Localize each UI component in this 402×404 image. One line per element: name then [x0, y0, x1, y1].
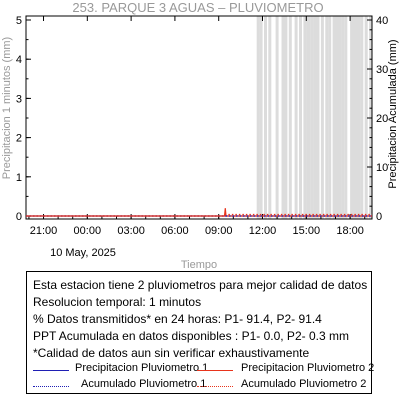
- y-right-tick-label: 30: [376, 64, 389, 76]
- y-axis-right-label: Precipitacion Acumulada (mm): [387, 39, 399, 189]
- missing-data-band: [353, 16, 356, 219]
- x-tick-label: 12:00: [248, 225, 277, 237]
- y-right-tick-label: 0: [376, 211, 383, 223]
- missing-data-band: [264, 16, 267, 219]
- y-axis-left-label: Precipitacion 1 minutos (mm): [1, 36, 13, 180]
- info-line-5: *Calidad de datos aun sin verificar exhaustivamente: [33, 346, 310, 360]
- legend-a1: Acumulado Pluviometro 1: [81, 378, 207, 390]
- x-tick-label: 00:00: [73, 225, 102, 237]
- legend-p1: Precipitacion Pluviometro 1: [75, 362, 209, 374]
- missing-data-band: [338, 16, 341, 219]
- legend-p2: Precipitacion Pluviometro 2: [241, 362, 375, 374]
- series-layer: [26, 208, 372, 216]
- missing-data-band: [350, 16, 353, 219]
- y-right-tick-label: 40: [376, 15, 389, 27]
- missing-data-bands: [257, 16, 372, 219]
- legend-swatch-a1: [33, 386, 69, 387]
- y-right-tick-label: 10: [376, 162, 389, 174]
- y-right-tick-label: 20: [376, 113, 389, 125]
- date-label: 10 May, 2025: [50, 247, 116, 259]
- info-line-4: PPT Acumulada en datos disponibles : P1- 0.0, P2- 0.3 mm: [33, 329, 349, 343]
- missing-data-band: [317, 16, 320, 219]
- y-left-tick-label: 2: [15, 132, 22, 145]
- missing-data-band: [321, 16, 324, 219]
- missing-data-band: [308, 16, 311, 219]
- missing-data-band: [257, 16, 260, 219]
- missing-data-band: [333, 16, 336, 219]
- missing-data-band: [268, 16, 271, 219]
- missing-data-band: [282, 16, 285, 219]
- x-tick-label: 15:00: [292, 225, 321, 237]
- x-tick-label: 18:00: [336, 225, 364, 237]
- x-tick-label: 06:00: [161, 225, 189, 237]
- missing-data-band: [303, 16, 306, 219]
- missing-data-band: [299, 16, 302, 219]
- missing-data-band: [311, 16, 314, 219]
- missing-data-band: [276, 16, 279, 219]
- missing-data-band: [325, 16, 328, 219]
- missing-data-band: [357, 16, 360, 219]
- axes: [16, 15, 388, 237]
- info-line-1: Esta estacion tiene 2 pluviometros para mejor calidad de datos: [33, 278, 368, 292]
- x-axis-label: Tiempo: [180, 259, 218, 270]
- legend-swatch-p1: [33, 370, 69, 371]
- y-left-tick-label: 3: [15, 93, 22, 106]
- info-box: [26, 271, 375, 394]
- y-left-tick-label: 1: [15, 171, 22, 184]
- info-line-2: Resolucion temporal: 1 minutos: [33, 295, 202, 309]
- legend-swatch-a2: [197, 386, 233, 387]
- missing-data-band: [360, 16, 363, 219]
- x-tick-label: 21:00: [29, 225, 58, 237]
- plot-frame: [26, 16, 372, 219]
- missing-data-band: [289, 16, 292, 219]
- info-line-3: % Datos transmitidos* en 24 horas: P1- 91.4, P2- 91.4: [33, 312, 322, 326]
- missing-data-band: [314, 16, 317, 219]
- missing-data-band: [341, 16, 344, 219]
- chart-title: 253. PARQUE 3 AGUAS – PLUVIOMETRO: [72, 0, 324, 15]
- missing-data-band: [284, 16, 287, 219]
- y-left-tick-label: 0: [15, 211, 22, 223]
- y-left-tick-label: 5: [15, 15, 22, 27]
- legend-a2: Acumulado Pluviometro 2: [241, 378, 367, 390]
- x-tick-label: 03:00: [117, 225, 145, 237]
- legend-swatch-p2: [197, 370, 233, 371]
- y-left-tick-label: 4: [15, 54, 22, 67]
- missing-data-band: [295, 16, 298, 219]
- missing-data-band: [344, 16, 347, 219]
- x-tick-label: 09:00: [204, 225, 233, 237]
- missing-data-band: [328, 16, 331, 219]
- missing-data-band: [260, 16, 263, 219]
